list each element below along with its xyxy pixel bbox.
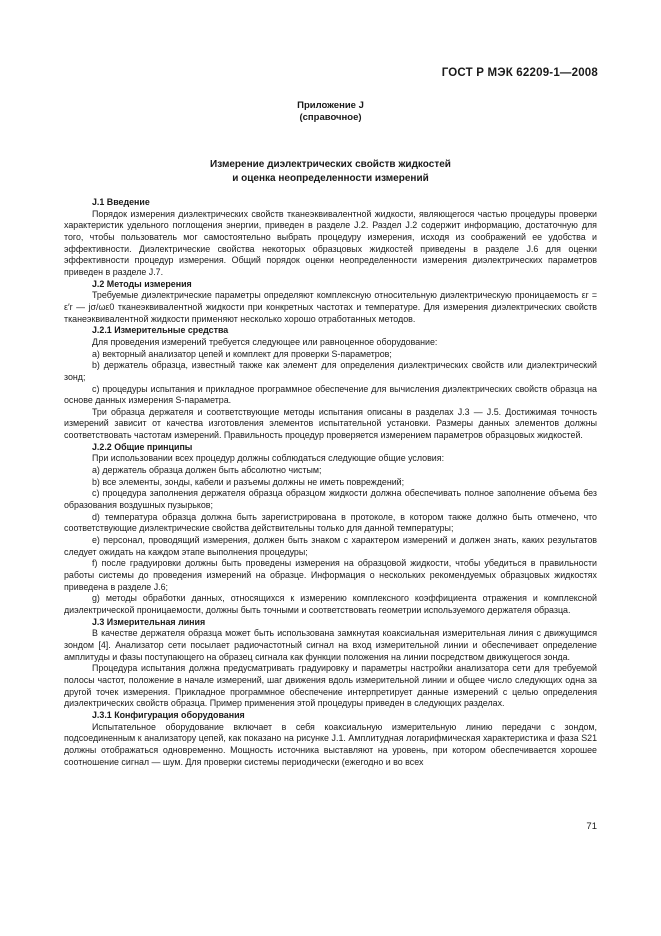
section-heading: J.2.2 Общие принципы [92,441,193,452]
paragraph: Порядок измерения диэлектрических свойств тканеэквивалентной жидкости, являющегося частью процедуры проверки характеристик удельного поглощения энергии, приведен в разделе J.2. Раздел J.2 содержит информацию, достаточную для того, чтобы пользователь мог самостоятельно выбрать процедуру измерения, исходя из соображений ее удобства и эффективности. Диэлектрические свойства некоторых образцовых жидкостей приведены в разделе J.6 для оценки эффективности процедур измерения. Общий порядок оценки неопределенности измерения диэлектрических параметров приведен в разделе J.7. [64,208,597,277]
document-title-line2: и оценка неопределенности измерений [232,173,429,184]
paragraph: Для проведения измерений требуется следующее или равноценное оборудование: [92,336,438,347]
list-item: f) после градуировки должны быть проведены измерения на образцовой жидкости, чтобы убедиться в правильности работы системы до проведения измерений на образце. Информация о нескольких рекомендуемых образцовых жидкостях приведена в разделе J.6; [64,558,597,592]
section-heading: J.2.1 Измерительные средства [92,325,229,336]
list-item: а) векторный анализатор цепей и комплект для проверки S-параметров; [92,348,392,359]
section-heading: J.1 Введение [92,197,150,207]
paragraph: Три образца держателя и соответствующие методы испытания описаны в разделах J.3 — J.5. Достижимая точность измерений зависит от качества изготовления элементов испытательной установки. Размеры данных элементов должны соответствовать частотам измерений. Правильность процедур проверяется измерением параметров образцовых жидкостей. [64,406,597,441]
document-title-line1: Измерение диэлектрических свойств жидкостей [210,159,451,170]
list-item: g) методы обработки данных, относящихся к измерению комплексного коэффициента отражения и комплексной диэлектрической проницаемости, должны быть точными и соответствовать геометрии используемого держателя образца. [64,593,597,615]
page-number: 71 [586,821,597,832]
section-heading: J.3.1 Конфигурация оборудования [92,709,245,720]
appendix-title: Приложение J [297,100,364,111]
list-item: b) все элементы, зонды, кабели и разъемы должны не иметь повреждений; [92,476,405,487]
list-item: d) температура образца должна быть зарегистрирована в протоколе, в котором также должно быть отмечено, что соответствующие диэлектрические свойства действительны только для данной температуры; [64,511,597,534]
document-title [0,158,661,186]
list-item: c) процедуры испытания и прикладное программное обеспечение для вычисления диэлектрических свойств образца на основе данных измерения S-параметра. [64,383,597,406]
paragraph: Процедура испытания должна предусматривать градуировку и параметры настройки анализатора сети для требуемой полосы частот, положение в начале измерений, шаг движения вдоль измерительной линии и общее число следующих одна за другой точек измерения. Прикладное программное обеспечение интерпретирует данные измерений с целью определения диэлектрических свойств образца. Пример применения этой процедуры приведен в следующих разделах. [64,663,597,709]
paragraph: При использовании всех процедур должны соблюдаться следующие общие условия: [92,453,445,464]
section-heading: J.3 Измерительная линия [92,616,206,627]
paragraph: Требуемые диэлектрические параметры определяют комплексную относительную диэлектрическую проницаемость εr = ε′r — jσ/ωε0 тканеэквивалентной жидкости при конкретных частотах и температуре. Для измерения диэлектрических свойств тканеэквивалентной жидкости применяют несколько хорошо отработанных методов. [64,290,597,324]
list-item: b) держатель образца, известный также как элемент для определения диэлектрических свойств или диэлектрический зонд; [64,360,597,382]
paragraph: Испытательное оборудование включает в себя коаксиальную измерительную линию передачи с зондом, подсоединенным к анализатору цепей, как показано на рисунке J.1. Амплитудная логарифмическая характеристика и фаза S21 должны отображаться одновременно. Мощность источника выставляют на уровень, при котором обеспечивается хорошее соотношение сигнал — шум. Для проверки системы периодически (ежегодно и во всех [64,721,597,767]
paragraph: В качестве держателя образца может быть использована замкнутая коаксиальная измерительная линия с движущимся зондом [4]. Анализатор сети посылает радиочастотный сигнал на вход измерительной линии и обеспечивает определение амплитуды и фазы поступающего на образец сигнала как функции положения на линии посредством движущегося зонда. [64,628,597,662]
standard-header: ГОСТ Р МЭК 62209-1—2008 [441,67,598,79]
document-body [64,197,597,768]
list-item: c) процедура заполнения держателя образца образцом жидкости должна обеспечивать полное заполнение объема без образования воздушных пузырьков; [64,488,597,511]
list-item: а) держатель образца должен быть абсолютно чистым; [92,465,322,476]
list-item: e) персонал, проводящий измерения, должен быть знаком с характером измерений и должен знать, каких результатов следует ожидать на каждом этапе выполнения процедуры; [64,535,597,557]
appendix-note: (справочное) [299,112,362,123]
section-heading: J.2 Методы измерения [92,278,192,289]
